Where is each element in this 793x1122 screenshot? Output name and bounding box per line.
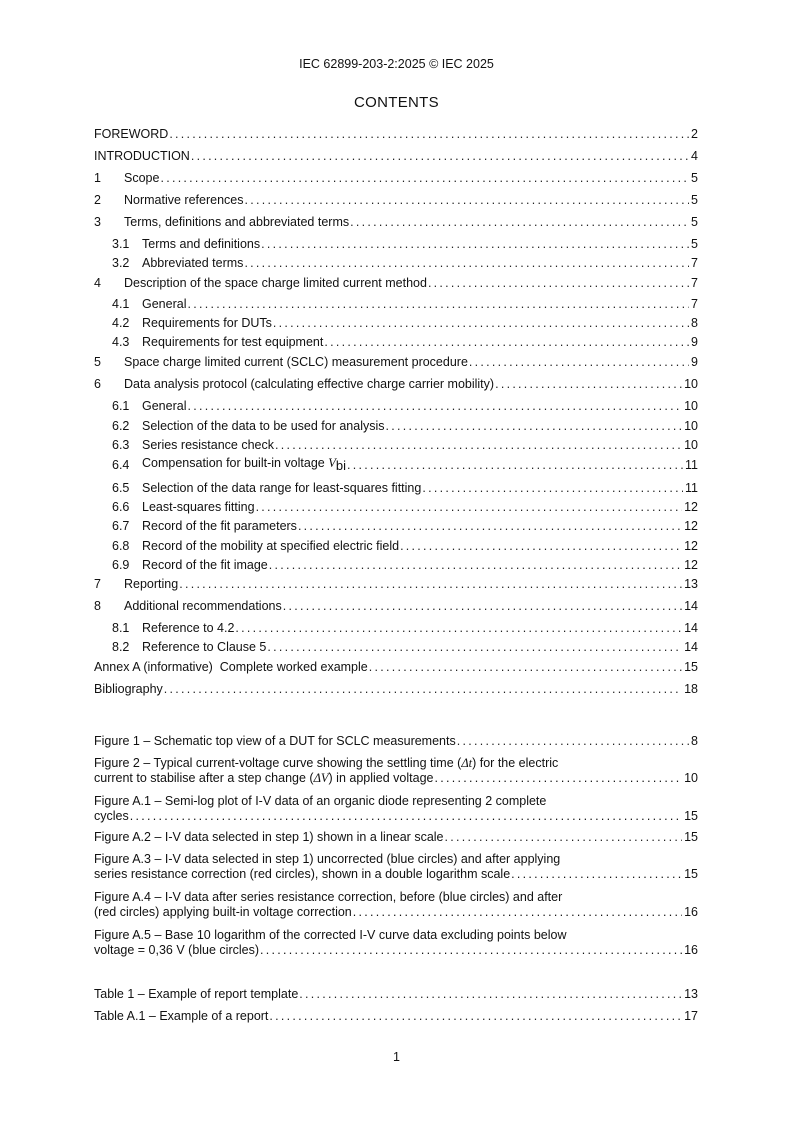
toc-table-a1[interactable]: Table A.1 – Example of a report . . . 17 bbox=[94, 1008, 698, 1024]
toc-entry-6[interactable]: 6 Data analysis protocol (calculating effective charge carrier mobility) . . . 10 bbox=[94, 376, 698, 392]
toc-figure-a2[interactable]: Figure A.2 – I-V data selected in step 1) shown in a linear scale . . . 15 bbox=[94, 829, 698, 845]
toc-entry-4-1[interactable]: 4.1 General . . . 7 bbox=[94, 296, 698, 312]
toc-entry-bibliography[interactable]: Bibliography . . . 18 bbox=[94, 681, 698, 697]
page-number: 1 bbox=[393, 1050, 400, 1064]
toc-entry-3-1[interactable]: 3.1 Terms and definitions . . . 5 bbox=[94, 236, 698, 252]
toc-entry-3-2[interactable]: 3.2 Abbreviated terms . . . 7 bbox=[94, 255, 698, 271]
toc-entry-6-4[interactable]: 6.4 Compensation for built-in voltage Vbi . . . 11 bbox=[94, 457, 698, 473]
toc-entry-introduction[interactable]: INTRODUCTION . . . 4 bbox=[94, 148, 698, 164]
toc-figure-a5[interactable]: Figure A.5 – Base 10 logarithm of the corrected I-V curve data excluding points below voltage = 0,36 V (blue circles) . . . 16 bbox=[94, 928, 698, 958]
toc-entry-4-3[interactable]: 4.3 Requirements for test equipment . . . 9 bbox=[94, 334, 698, 350]
toc-entry-6-5[interactable]: 6.5 Selection of the data range for least-squares fitting . . . 11 bbox=[94, 480, 698, 496]
toc-entry-annex-a[interactable]: Annex A (informative) Complete worked example . . . 15 bbox=[94, 659, 698, 675]
toc-entry-6-8[interactable]: 6.8 Record of the mobility at specified electric field . . . 12 bbox=[94, 538, 698, 554]
toc-entry-8-1[interactable]: 8.1 Reference to 4.2 . . . 14 bbox=[94, 620, 698, 636]
toc-figure-a1[interactable]: Figure A.1 – Semi-log plot of I-V data of an organic diode representing 2 complete cycles . . . 15 bbox=[94, 794, 698, 824]
toc-entry-3[interactable]: 3 Terms, definitions and abbreviated terms . . . 5 bbox=[94, 214, 698, 230]
toc-entry-foreword[interactable]: FOREWORD . . . 2 bbox=[94, 126, 698, 142]
toc-entry-8-2[interactable]: 8.2 Reference to Clause 5 . . . 14 bbox=[94, 639, 698, 655]
toc-table-1[interactable]: Table 1 – Example of report template . . . 13 bbox=[94, 986, 698, 1002]
toc-entry-6-9[interactable]: 6.9 Record of the fit image . . . 12 bbox=[94, 557, 698, 573]
toc-entry-6-3[interactable]: 6.3 Series resistance check . . . 10 bbox=[94, 437, 698, 453]
toc-entry-2[interactable]: 2 Normative references . . . 5 bbox=[94, 192, 698, 208]
toc-figure-a3[interactable]: Figure A.3 – I-V data selected in step 1) uncorrected (blue circles) and after applying series resistance correction (red circles), shown in a double logarithm scale . . . 15 bbox=[94, 852, 698, 882]
page-header: IEC 62899-203-2:2025 © IEC 2025 bbox=[299, 57, 494, 71]
toc-entry-5[interactable]: 5 Space charge limited current (SCLC) measurement procedure . . . 9 bbox=[94, 354, 698, 370]
toc-figure-a4[interactable]: Figure A.4 – I-V data after series resistance correction, before (blue circles) and after (red circles) applying built-in voltage correction . . . 16 bbox=[94, 890, 698, 920]
toc-figure-1[interactable]: Figure 1 – Schematic top view of a DUT for SCLC measurements . . . 8 bbox=[94, 733, 698, 749]
toc-entry-7[interactable]: 7 Reporting . . . 13 bbox=[94, 576, 698, 592]
toc-figure-2[interactable]: Figure 2 – Typical current-voltage curve showing the settling time (Δt) for the electric current to stabilise after a step change (ΔV) in applied voltage . . . 10 bbox=[94, 756, 698, 786]
toc-entry-6-2[interactable]: 6.2 Selection of the data to be used for analysis . . . 10 bbox=[94, 418, 698, 434]
toc-entry-1[interactable]: 1 Scope . . . 5 bbox=[94, 170, 698, 186]
toc-entry-8[interactable]: 8 Additional recommendations . . . 14 bbox=[94, 598, 698, 614]
toc-entry-6-7[interactable]: 6.7 Record of the fit parameters . . . 12 bbox=[94, 518, 698, 534]
toc-entry-6-1[interactable]: 6.1 General . . . 10 bbox=[94, 398, 698, 414]
toc-entry-4-2[interactable]: 4.2 Requirements for DUTs . . . 8 bbox=[94, 315, 698, 331]
toc-entry-6-6[interactable]: 6.6 Least-squares fitting . . . 12 bbox=[94, 499, 698, 515]
toc-entry-4[interactable]: 4 Description of the space charge limited current method . . . 7 bbox=[94, 275, 698, 291]
page-title: CONTENTS bbox=[354, 94, 439, 111]
